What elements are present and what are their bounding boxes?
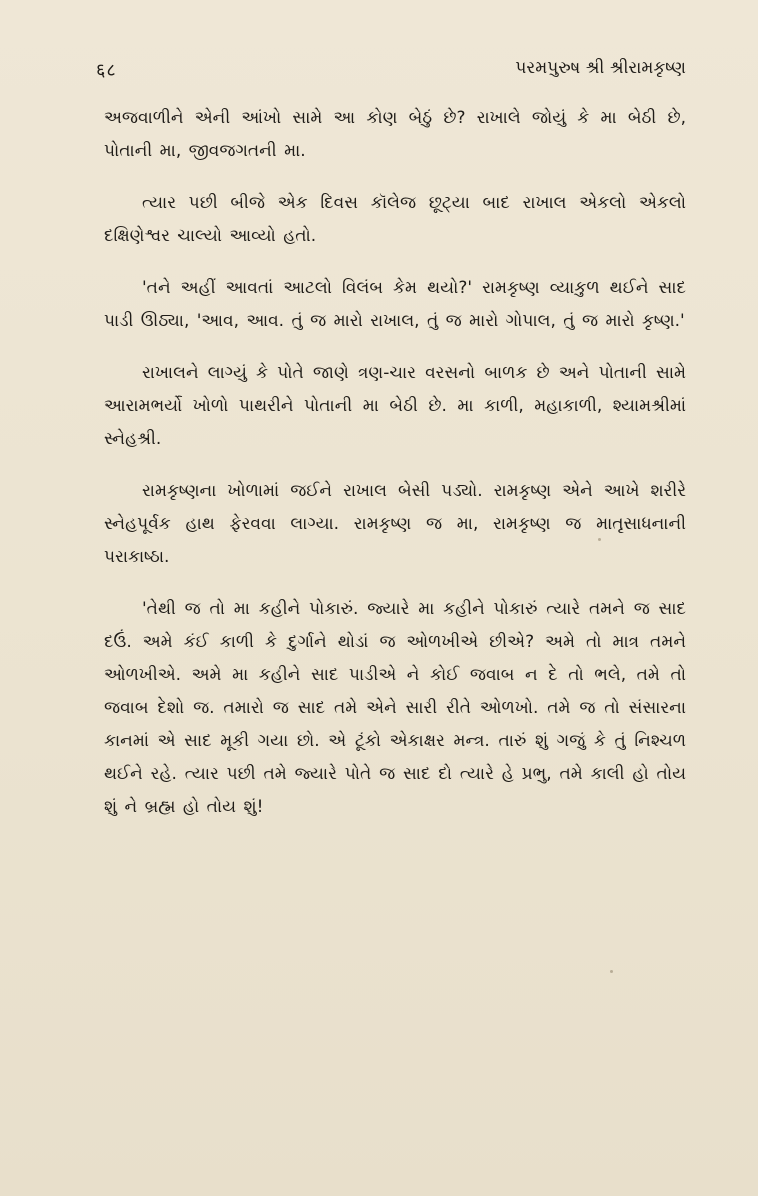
page-header <box>96 58 686 88</box>
paper-speck <box>598 538 601 541</box>
paragraph: રાખાલને લાગ્યું કે પોતે જાણે ત્રણ-ચાર વરસનો બાળક છે અને પોતાની સામે આરામભર્યો ખોળો પાથરીને પોતાની મા બેઠી છે. મા કાળી, મહાકાળી, શ્યામશ્રીમાં સ્નેહશ્રી. <box>104 363 686 449</box>
paragraph: 'તને અહીં આવતાં આટલો વિલંબ કેમ થયો?' રામકૃષ્ણ વ્યાકુળ થઈને સાદ પાડી ઊઠ્યા, 'આવ, આવ. તું જ મારો રાખાલ, તું જ મારો ગોપાલ, તું જ મારો કૃષ્ણ.' <box>104 278 686 331</box>
running-title: પરમપુરુષ શ્રી શ્રીરામકૃષ્ણ <box>515 58 686 78</box>
paragraph: 'તેથી જ તો મા કહીને પોકારું. જ્યારે મા કહીને પોકારું ત્યારે તમને જ સાદ દઉં. અમે કંઈ કાળી કે દુર્ગાને થોડાં જ ઓળખીએ છીએ? અમે તો માત્ર તમને ઓળખીએ. અમે મા કહીને સાદ પાડીએ ને કોઈ જવાબ ન દે તો ભલે, તમે તો જવાબ દેશો જ. તમારો જ સાદ તમે એને સારી રીતે ઓળખો. તમે જ તો સંસારના કાનમાં એ સાદ મૂકી ગયા છો. એ ટૂંકો એકાક્ષર મન્ત્ર. તારું શું ગજું કે તું નિશ્ચળ થઈને રહે. ત્યાર પછી તમે જ્યારે પોતે જ સાદ દો ત્યારે હે પ્રભુ, તમે કાલી હો તોય શું ને બ્રહ્મ હો તોય શું! <box>104 599 686 817</box>
paragraph: ત્યાર પછી બીજે એક દિવસ કૉલેજ છૂટ્યા બાદ રાખાલ એકલો એકલો દક્ષિણેશ્વર ચાલ્યો આવ્યો હતો. <box>104 193 686 246</box>
paragraph: રામકૃષ્ણના ખોળામાં જઈને રાખાલ બેસી પડ્યો. રામકૃષ્ણ એને આખે શરીરે સ્નેહપૂર્વક હાથ ફેરવવા લાગ્યા. રામકૃષ્ણ જ મા, રામકૃષ્ણ જ માતૃસાધનાની પરાકાષ્ઠા. <box>104 481 686 567</box>
page-body <box>104 102 686 843</box>
page-number: ६८ <box>96 60 117 81</box>
paper-speck <box>610 970 613 973</box>
paragraph: અજવાળીને એની આંખો સામે આ કોણ બેઠું છે? રાખાલે જોયું કે મા બેઠી છે, પોતાની મા, જીવજગતની મા. <box>104 108 686 161</box>
